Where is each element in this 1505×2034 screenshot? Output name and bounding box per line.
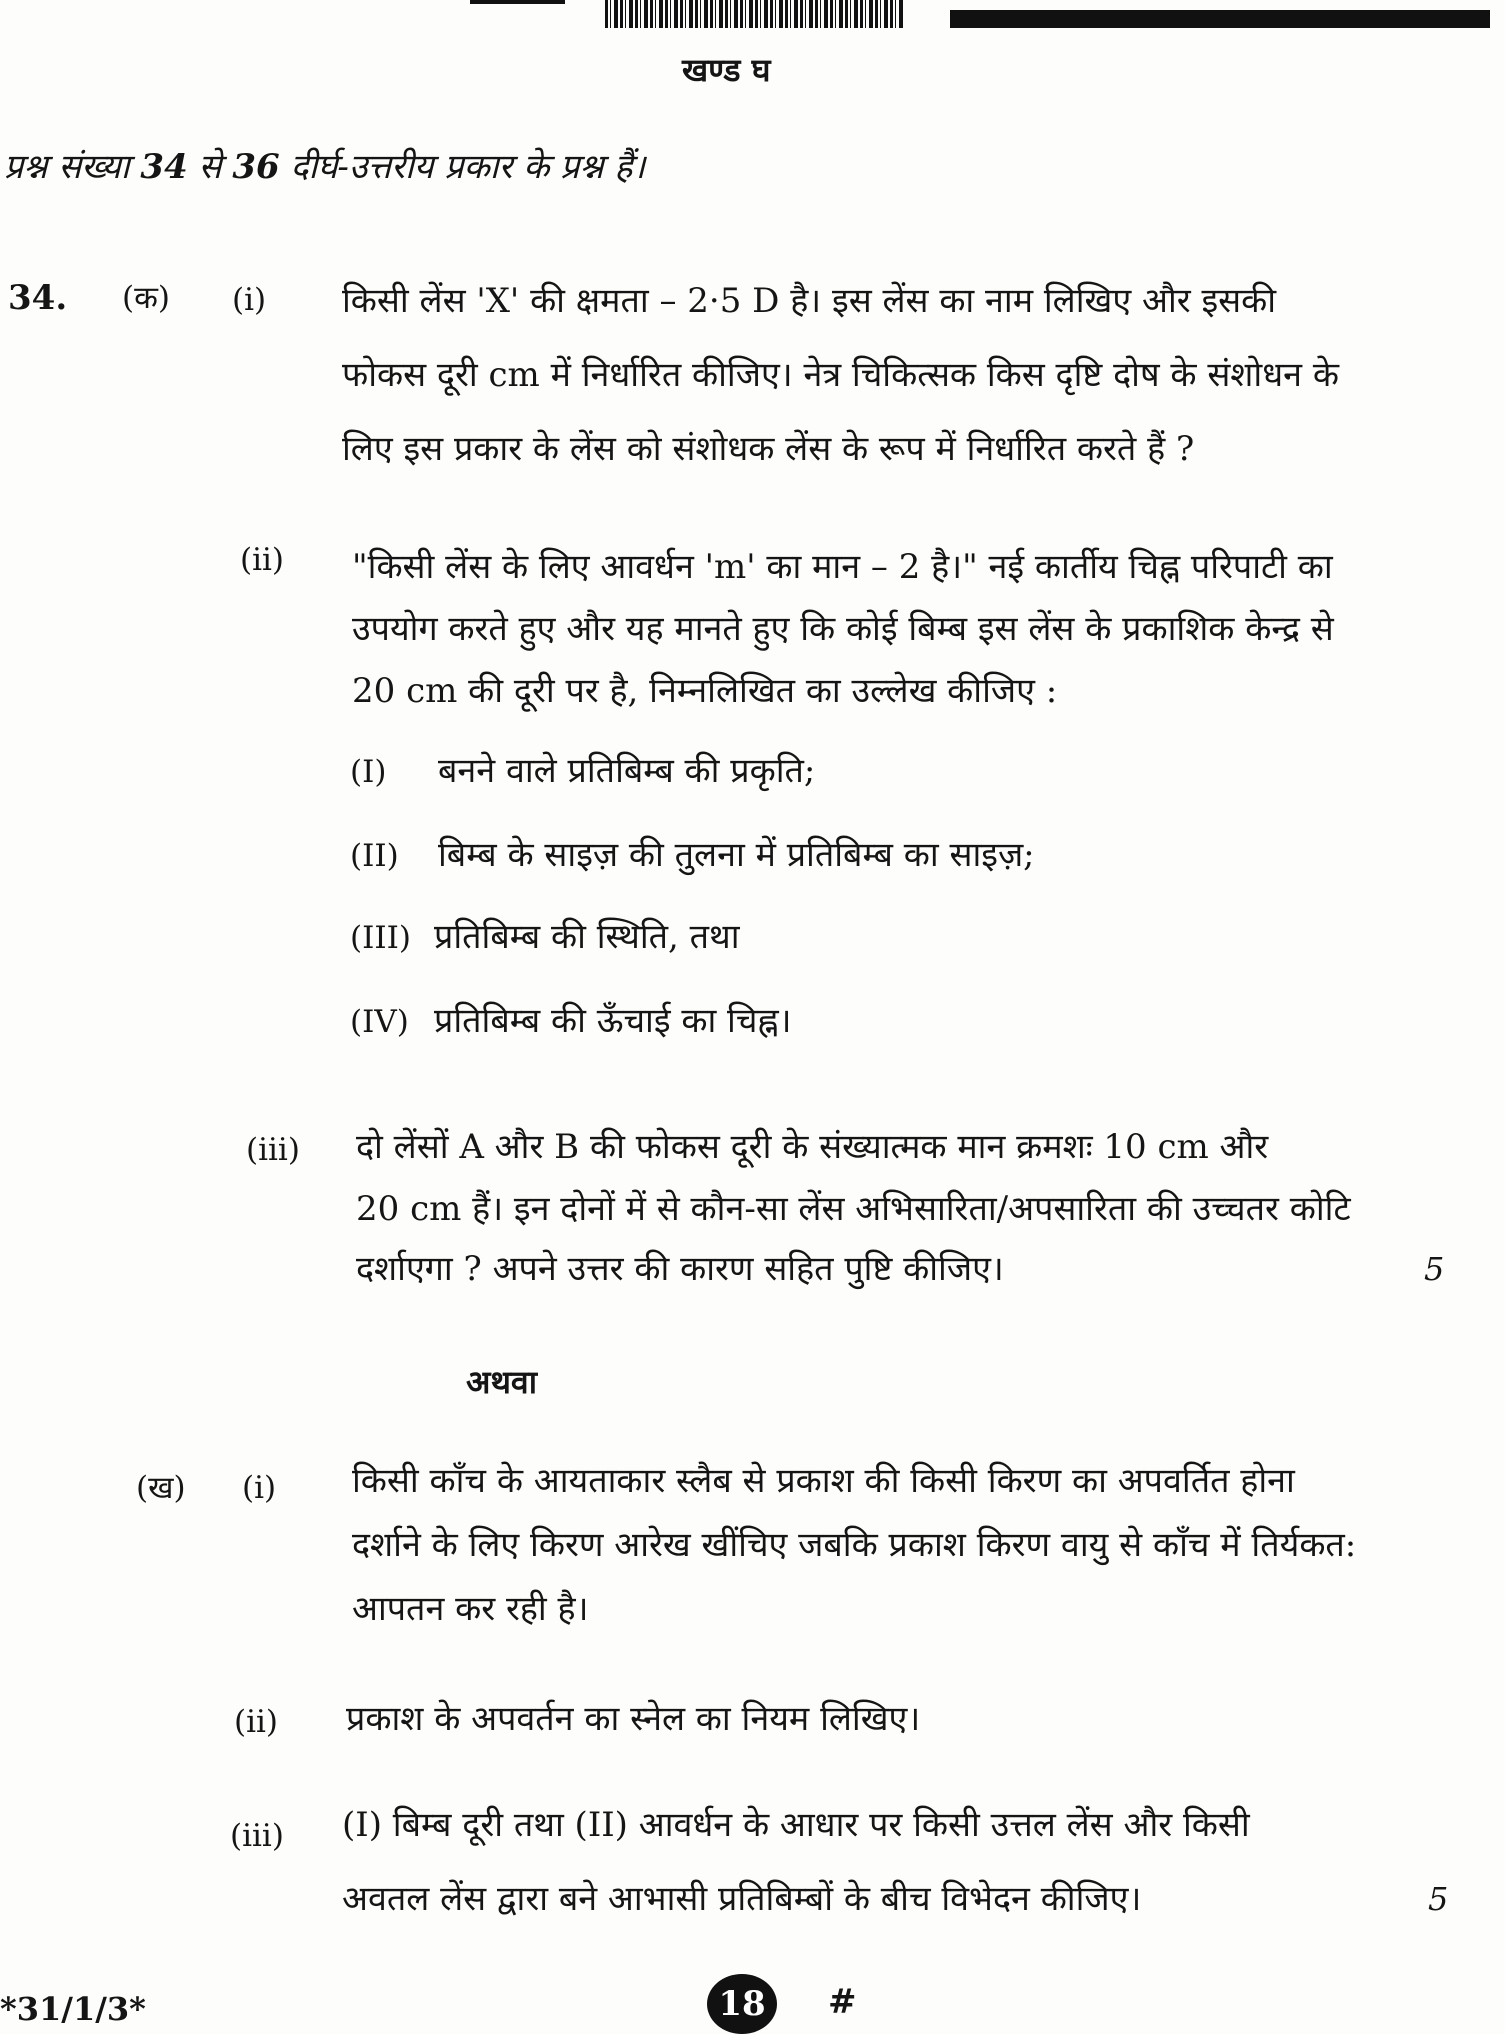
subitem-label: (II) bbox=[350, 838, 399, 874]
subpart-a-ii-line: 20 cm की दूरी पर है, निम्नलिखित का उल्लेख कीजिए : bbox=[352, 671, 1058, 711]
section-title: खण्ड घ bbox=[682, 51, 771, 89]
subpart-a-iii-line: दो लेंसों A और B की फोकस दूरी के संख्यात्मक मान क्रमशः 10 cm और bbox=[356, 1127, 1269, 1167]
or-separator: अथवा bbox=[466, 1363, 537, 1401]
subpart-b-ii-line: प्रकाश के अपवर्तन का स्नेल का नियम लिखिए। bbox=[346, 1699, 921, 1739]
subpart-a-ii-line: "किसी लेंस के लिए आवर्धन 'm' का मान – 2 है।" नई कार्तीय चिह्न परिपाटी का bbox=[352, 547, 1333, 587]
subpart-b-i-line: आपतन कर रही है। bbox=[352, 1589, 589, 1629]
subpart-a-ii-label: (ii) bbox=[240, 542, 285, 578]
subpart-b-i-label: (i) bbox=[242, 1470, 277, 1506]
page-number-badge: 18 bbox=[707, 1974, 777, 2034]
paper-code: *31/1/3* bbox=[0, 1990, 146, 2028]
subpart-a-i-line: किसी लेंस 'X' की क्षमता – 2·5 D है। इस लेंस का नाम लिखिए और इसकी bbox=[342, 281, 1277, 321]
subpart-b-ii-label: (ii) bbox=[234, 1704, 279, 1740]
subitem-text: बनने वाले प्रतिबिम्ब की प्रकृति; bbox=[438, 751, 816, 791]
subitem-text: प्रतिबिम्ब की स्थिति, तथा bbox=[434, 917, 740, 957]
subitem-label: (I) bbox=[350, 754, 387, 790]
hash-mark: # bbox=[828, 1982, 857, 2022]
subpart-a-i-label: (i) bbox=[232, 282, 267, 318]
subitem-label: (IV) bbox=[350, 1004, 409, 1040]
subpart-b-i-line: दर्शाने के लिए किरण आरेख खींचिए जबकि प्रकाश किरण वायु से काँच में तिर्यकत: bbox=[352, 1525, 1357, 1565]
subitem-label: (III) bbox=[350, 920, 411, 956]
subpart-b-iii-line: अवतल लेंस द्वारा बने आभासी प्रतिबिम्बों के बीच विभेदन कीजिए। bbox=[342, 1879, 1142, 1919]
marks-b: 5 bbox=[1428, 1880, 1449, 1918]
part-b-label: (ख) bbox=[136, 1470, 186, 1506]
marks-a: 5 bbox=[1424, 1250, 1445, 1288]
subpart-b-iii-line: (I) बिम्ब दूरी तथा (II) आवर्धन के आधार पर किसी उत्तल लेंस और किसी bbox=[342, 1805, 1250, 1845]
top-rule-left bbox=[470, 0, 565, 4]
barcode bbox=[605, 0, 905, 28]
question-number: 34. bbox=[8, 278, 68, 318]
subpart-a-i-line: फोकस दूरी cm में निर्धारित कीजिए। नेत्र चिकित्सक किस दृष्टि दोष के संशोधन के bbox=[342, 355, 1339, 395]
part-a-label: (क) bbox=[122, 280, 170, 316]
subpart-a-ii-line: उपयोग करते हुए और यह मानते हुए कि कोई बिम्ब इस लेंस के प्रकाशिक केन्द्र से bbox=[352, 609, 1334, 649]
subitem-text: प्रतिबिम्ब की ऊँचाई का चिह्न। bbox=[434, 1001, 792, 1041]
subpart-a-iii-line: 20 cm हैं। इन दोनों में से कौन-सा लेंस अभिसारिता/अपसारिता की उच्चतर कोटि bbox=[356, 1189, 1351, 1229]
section-instruction: प्रश्न संख्या 34 से 36 दीर्घ-उत्तरीय प्रकार के प्रश्न हैं। bbox=[4, 147, 646, 187]
top-rule-right bbox=[950, 10, 1490, 28]
subpart-a-i-line: लिए इस प्रकार के लेंस को संशोधक लेंस के रूप में निर्धारित करते हैं ? bbox=[342, 429, 1195, 469]
subpart-a-iii-line: दर्शाएगा ? अपने उत्तर की कारण सहित पुष्टि कीजिए। bbox=[356, 1249, 1004, 1289]
subpart-b-i-line: किसी काँच के आयताकार स्लैब से प्रकाश की किसी किरण का अपवर्तित होना bbox=[352, 1461, 1295, 1501]
subpart-b-iii-label: (iii) bbox=[230, 1818, 284, 1854]
subitem-text: बिम्ब के साइज़ की तुलना में प्रतिबिम्ब का साइज़; bbox=[438, 835, 1035, 875]
subpart-a-iii-label: (iii) bbox=[246, 1132, 300, 1168]
